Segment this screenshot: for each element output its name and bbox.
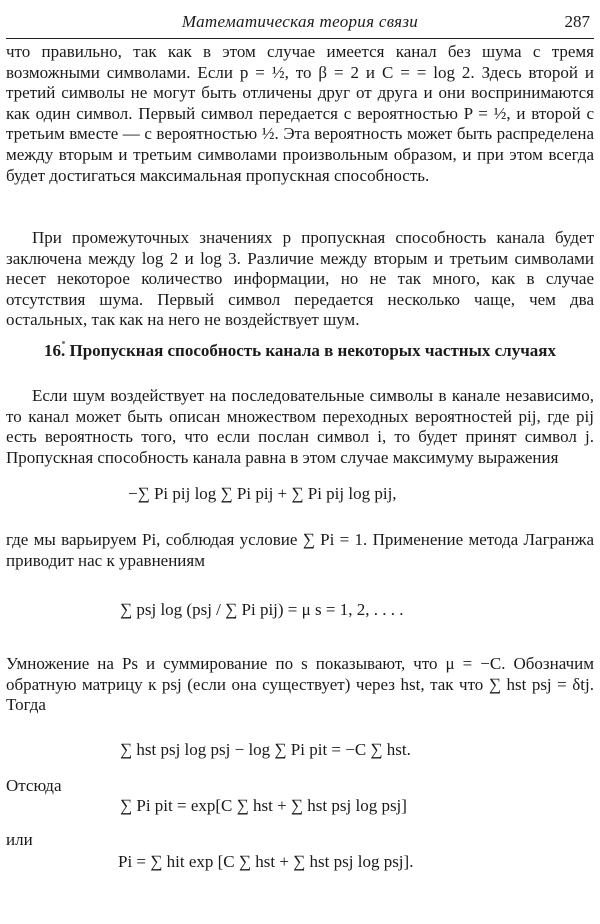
section-heading: 16. Пропускная способность канала в некоторых частных случаях: [43, 341, 556, 360]
equation-2-text: ∑ psj log (psj / ∑ Pi pij) = μ s = 1, 2, . . . .: [120, 600, 404, 619]
equation-1-text: −∑ Pi pij log ∑ Pi pij + ∑ Pi pij log pij,: [128, 484, 397, 503]
equation-4: [120, 796, 407, 816]
equation-5-text: Pi = ∑ hit exp [C ∑ hst + ∑ hst psj log psj].: [118, 852, 414, 871]
paragraph-4: [6, 530, 594, 571]
equation-2: [120, 600, 403, 620]
page-header: [6, 8, 594, 39]
paragraph-3-text: Если шум воздействует на последовательные символы в канале независимо, то канал может быть описан множеством переходных вероятностей pij, где pij есть вероятность того, что если послан символ i, то будет принят символ j. Пропускная способность канала равна в этом случае максимуму выражения: [6, 386, 594, 467]
label-otsyuda-text: Отсюда: [6, 776, 62, 795]
paragraph-5-text: Умножение на Ps и суммирование по s показывают, что μ = −C. Обозначим обратную матрицу к psj (если она существует) через hst, так что ∑ hst psj = δtj. Тогда: [6, 654, 594, 715]
running-title: Математическая теория связи: [181, 12, 419, 31]
paragraph-1-text: что правильно, так как в этом случае имеется канал без шума с тремя возможными символами. Если p = ½, то β = 2 и C = = log 2. Здесь второй и третий символы не могут быть отличены друг от друга и они воспринимаются как один символ. Первый символ передается с вероятностью P = ½, и второй с третьим вместе — с вероятностью ½. Эта вероятность может быть распределена между вторым и третьим символами произвольным образом, и при этом всегда будет достигаться максимальная пропускная способность.: [6, 42, 594, 185]
equation-4-text: ∑ Pi pit = exp[C ∑ hst + ∑ hst psj log psj]: [120, 796, 407, 815]
equation-3: [120, 740, 411, 760]
equation-5: [118, 852, 413, 872]
equation-1: [128, 484, 397, 504]
paragraph-2: [6, 228, 594, 331]
label-ili-text: или: [6, 830, 33, 849]
label-ili: [6, 830, 594, 851]
paragraph-1: [6, 42, 594, 186]
paragraph-2-text: При промежуточных значениях p пропускная способность канала будет заключена между log 2 и log 3. Различие между вторым и третьим символами несет некоторое количество информации, но не так много, как в случае отсутствия шума. Первый символ передается несколько чаще, чем два остальных, так как на него не воздействует шум.: [6, 228, 594, 330]
page-number: 287: [564, 12, 590, 31]
paragraph-4-text: где мы варьируем Pi, соблюдая условие ∑ Pi = 1. Применение метода Лагранжа приводит нас к уравнениям: [6, 530, 594, 570]
label-otsyuda: [6, 776, 594, 797]
paragraph-3: [6, 386, 594, 468]
paragraph-5: [6, 654, 594, 716]
equation-3-text: ∑ hst psj log psj − log ∑ Pi pit = −C ∑ hst.: [120, 740, 411, 759]
